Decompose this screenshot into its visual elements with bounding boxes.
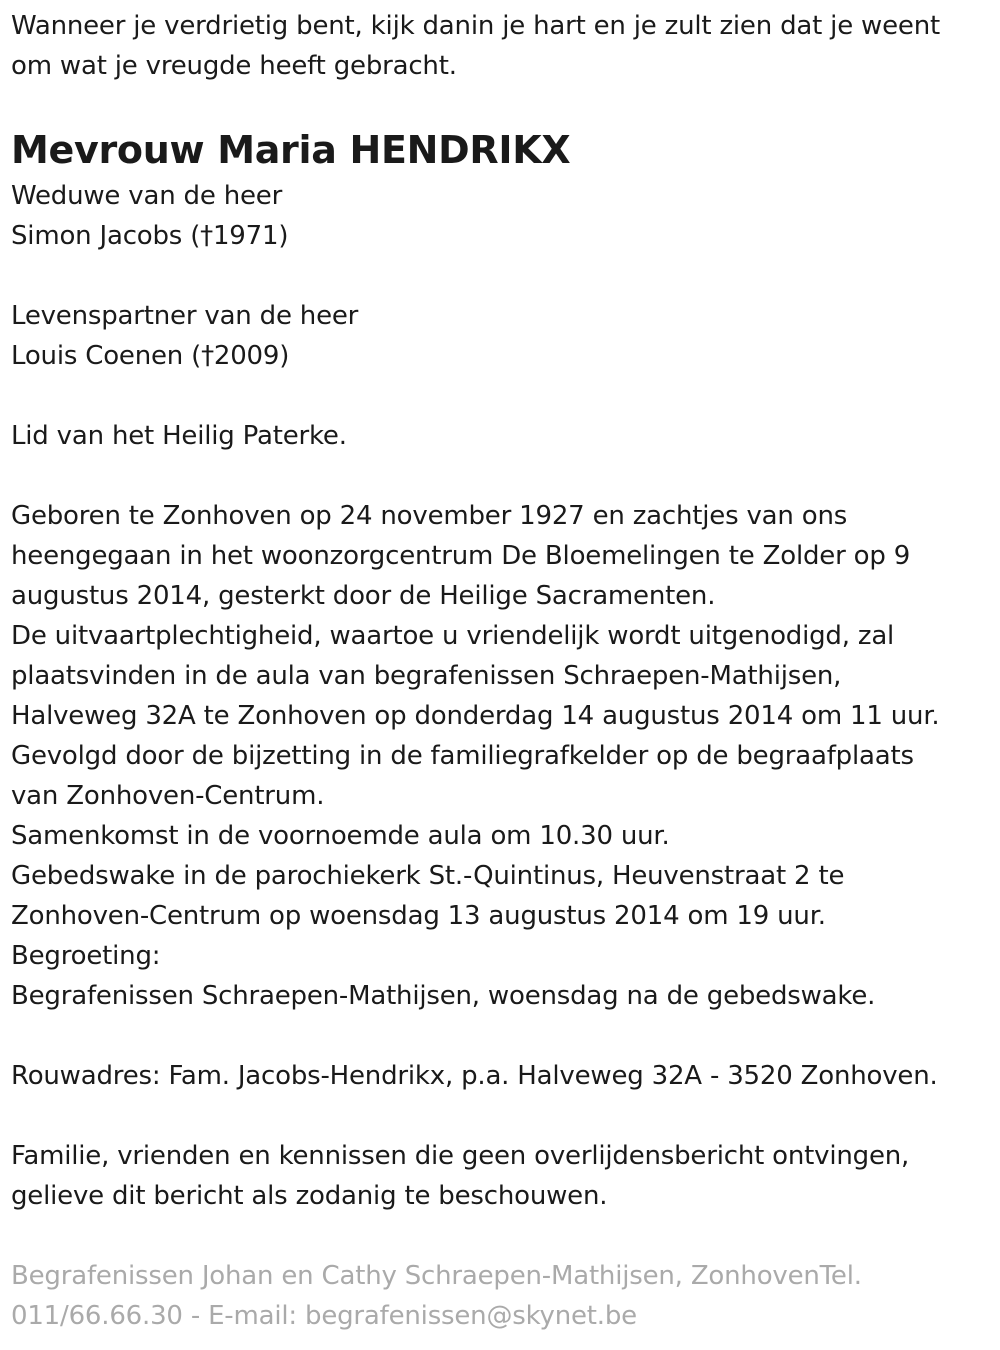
obituary-page [11, 0, 991, 1336]
spacer [11, 1096, 991, 1136]
deceased-name: Mevrouw Maria HENDRIKX [11, 128, 571, 172]
details-line: Samenkomst in de voornoemde aula om 10.30 uur. [11, 821, 670, 851]
membership-line: Lid van het Heilig Paterke. [11, 421, 347, 451]
spouse-line: Weduwe van de heer [11, 181, 283, 211]
details-line: Begrafenissen Schraepen-Mathijsen, woensdag na de gebedswake. [11, 981, 876, 1011]
spacer [11, 1016, 991, 1056]
spacer [11, 456, 991, 496]
notice-block [11, 1136, 991, 1216]
details-line: De uitvaartplechtigheid, waartoe u vriendelijk wordt uitgenodigd, zal [11, 621, 895, 651]
notice-line: Familie, vrienden en kennissen die geen overlijdensbericht ontvingen, [11, 1141, 910, 1171]
spacer [11, 376, 991, 416]
footer-line: Begrafenissen Johan en Cathy Schraepen-Mathijsen, ZonhovenTel. [11, 1261, 862, 1291]
spouse-block [11, 176, 991, 256]
details-line: heengegaan in het woonzorgcentrum De Bloemelingen te Zolder op 9 [11, 541, 911, 571]
opening-quote [11, 6, 991, 86]
details-line: Gebedswake in de parochiekerk St.-Quintinus, Heuvenstraat 2 te [11, 861, 845, 891]
details-line: plaatsvinden in de aula van begrafenissen Schraepen-Mathijsen, [11, 661, 842, 691]
funeral-home-footer [11, 1256, 991, 1336]
funeral-details [11, 496, 991, 1016]
details-line: augustus 2014, gesterkt door de Heilige Sacramenten. [11, 581, 716, 611]
details-line: Begroeting: [11, 941, 161, 971]
details-line: Halveweg 32A te Zonhoven op donderdag 14 augustus 2014 om 11 uur. [11, 701, 940, 731]
partner-block [11, 296, 991, 376]
quote-line: om wat je vreugde heeft gebracht. [11, 51, 457, 81]
details-line: Gevolgd door de bijzetting in de familiegrafkelder op de begraafplaats [11, 741, 914, 771]
details-line: Zonhoven-Centrum op woensdag 13 augustus 2014 om 19 uur. [11, 901, 826, 931]
mourning-address: Rouwadres: Fam. Jacobs-Hendrikx, p.a. Halveweg 32A - 3520 Zonhoven. [11, 1061, 938, 1091]
spacer [11, 1216, 991, 1256]
spouse-line: Simon Jacobs (†1971) [11, 221, 289, 251]
quote-line: Wanneer je verdrietig bent, kijk danin je hart en je zult zien dat je weent [11, 11, 940, 41]
details-line: Geboren te Zonhoven op 24 november 1927 en zachtjes van ons [11, 501, 848, 531]
details-line: van Zonhoven-Centrum. [11, 781, 325, 811]
notice-line: gelieve dit bericht als zodanig te beschouwen. [11, 1181, 608, 1211]
footer-line: 011/66.66.30 - E-mail: begrafenissen@skynet.be [11, 1301, 637, 1331]
partner-line: Levenspartner van de heer [11, 301, 359, 331]
spacer [11, 256, 991, 296]
partner-line: Louis Coenen (†2009) [11, 341, 290, 371]
